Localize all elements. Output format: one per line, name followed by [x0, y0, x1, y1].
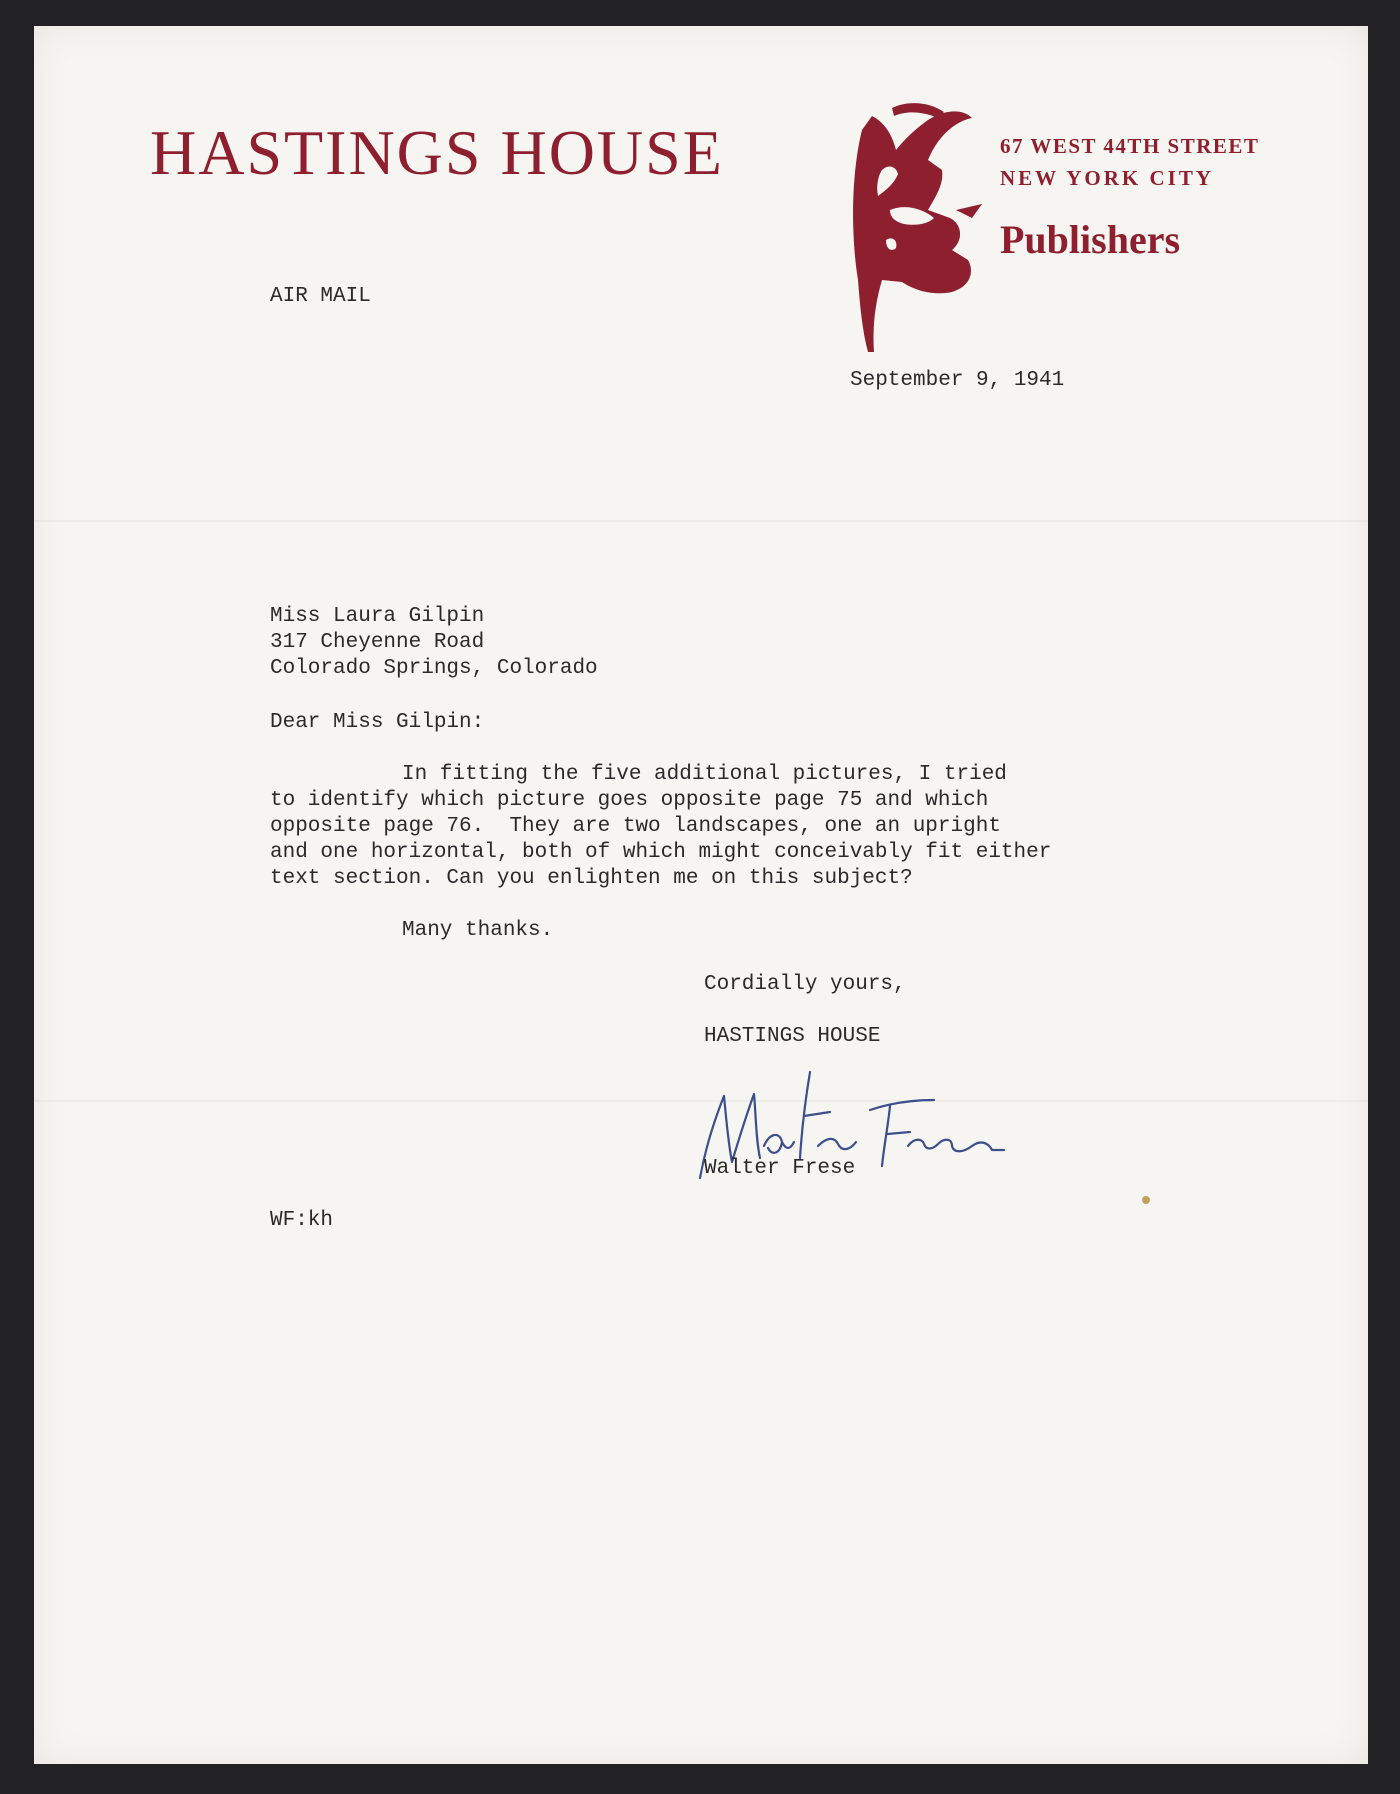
body-line: to identify which picture goes opposite page 75 and which [270, 789, 989, 812]
closing: Cordially yours, [704, 973, 906, 996]
letterhead-address [1000, 130, 1259, 194]
body-line: text section. Can you enlighten me on this subject? [270, 867, 913, 890]
address-street: 67 WEST 44TH STREET [1000, 134, 1260, 158]
body-line: and one horizontal, both of which might conceivably fit either [270, 841, 1052, 864]
paper-spot [1142, 1196, 1150, 1204]
fold-line [34, 520, 1368, 522]
signature-company: HASTINGS HOUSE [704, 1025, 881, 1048]
signer-name: Walter Frese [704, 1157, 856, 1180]
salutation: Dear Miss Gilpin: [270, 711, 485, 734]
letterhead-tagline: Publishers [1000, 217, 1181, 262]
letter-date: September 9, 1941 [850, 369, 1065, 392]
body-line: In fitting the five additional pictures, I tried [402, 763, 1007, 786]
air-mail-label: AIR MAIL [270, 285, 371, 308]
body-line: opposite page 76. They are two landscapes, one an upright [270, 815, 1001, 838]
recipient-city: Colorado Springs, Colorado [270, 657, 598, 680]
letterhead-company-name: HASTINGS HOUSE [150, 117, 724, 188]
address-city: NEW YORK CITY [1000, 166, 1215, 190]
letter-page [34, 26, 1368, 1764]
typist-initials: WF:kh [270, 1209, 334, 1232]
thanks-line: Many thanks. [402, 919, 554, 942]
recipient-street: 317 Cheyenne Road [270, 631, 485, 654]
recipient-name: Miss Laura Gilpin [270, 605, 485, 628]
hh-monogram-logo-icon [832, 100, 982, 352]
